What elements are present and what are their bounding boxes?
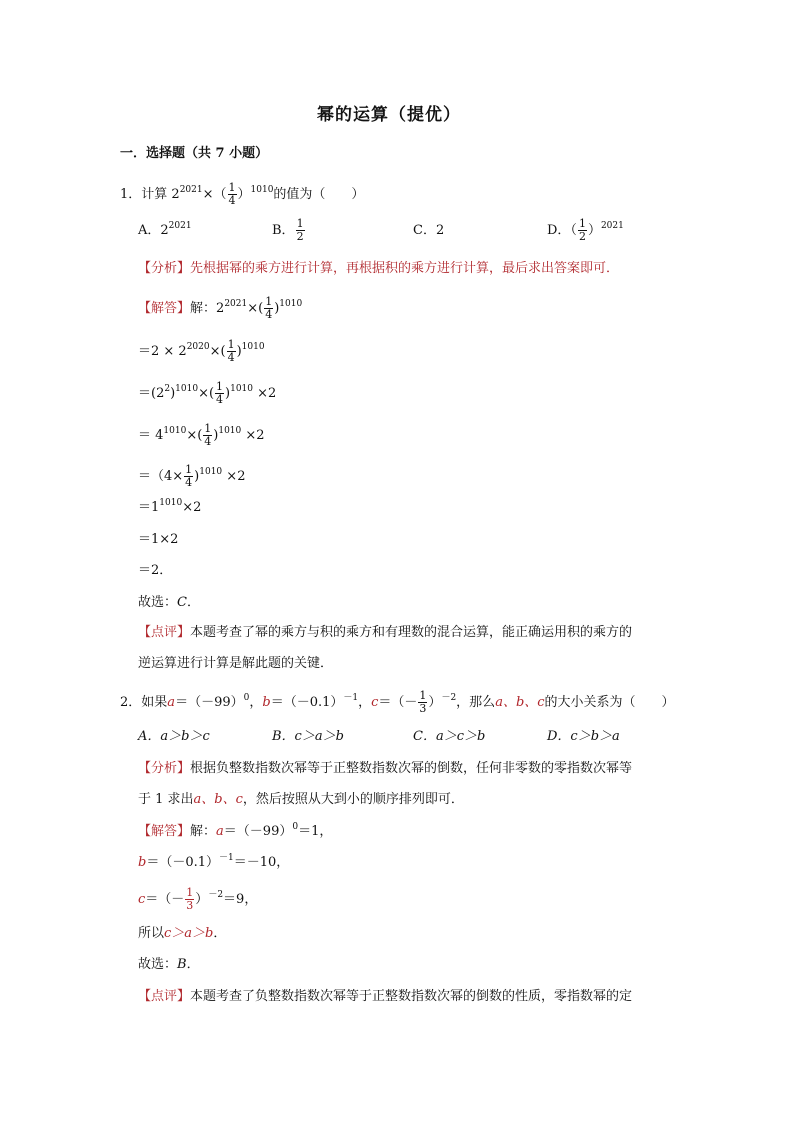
fraction [184,464,193,489]
exponent: 1010 [279,299,303,309]
fraction [296,218,305,243]
step-text: ×( [186,428,203,443]
step-text: ＝2 × 2 [138,344,187,359]
analysis-text: 先根据幂的乘方进行计算，再根据积的乘方进行计算，最后求出答案即可． [190,261,620,276]
numerator: 1 [419,689,427,702]
analysis-text: ，然后按照从大到小的顺序排列即可． [242,792,464,807]
option-c: C．2 [413,223,445,238]
step-text: ＝ 4 [138,428,164,443]
answer-step-2: $=2 \times 2^{2020}\times$( $\frac{1}{4}$ )$^{1010}$ [138,338,265,364]
stem-text: 的值为（ ） [273,187,365,202]
denominator: 4 [185,476,193,489]
comment-text: 本题考查了负整数指数次幂等于正整数指数次幂的倒数的性质，零指数幂的定 [190,989,633,1004]
denominator: 4 [227,351,235,364]
option-d: D．c＞b＞a [547,729,620,744]
answer-text: 所以 [138,926,165,941]
variable: b [262,695,271,710]
answer-step-4: ＝ $4^{1010}\times$( $\frac{1}{4}$ )$^{1010}$ ×2 [138,422,265,448]
option-d [547,218,624,243]
step-text: ＝（4× [138,469,184,484]
variable: c [371,695,379,710]
exponent: －2 [441,693,457,703]
answer-intro: 解： [190,824,217,839]
choose-label: ． [186,595,200,610]
variable: c [138,892,146,907]
numerator: 1 [578,217,586,230]
section-heading: 一．选择题（共 7 小题） [120,146,269,161]
denominator: 4 [216,393,224,406]
variable: b [138,855,147,870]
fraction [185,887,194,912]
stem-text: 的大小关系为（ ） [544,695,675,710]
step-text: ×2 [257,386,277,401]
exponent: －1 [343,693,359,703]
numerator: 1 [228,181,236,194]
analysis-line-2 [138,791,464,809]
fraction [228,182,237,207]
choose-label: 故选： [138,595,178,610]
step-text: ＝1 [138,500,160,515]
answer-step-6 [138,499,201,517]
choose-label: 故选： [138,957,178,972]
numerator: 1 [186,886,194,899]
exponent: 2 [164,384,171,394]
denominator: 3 [419,702,427,715]
fraction [215,381,224,406]
numerator: 1 [185,463,193,476]
answer-text: ＝1， [298,824,333,839]
step-text: 2 [216,301,225,316]
answer-step-7: ＝1×2 [138,532,179,547]
answer-text: ＝（－ [145,892,185,907]
variable: a [167,695,176,710]
answer-relation: c＞a＞b [164,926,214,941]
step-text: ×2 [182,500,202,515]
comment-tag: 【点评】 [138,989,191,1004]
exponent: 2021 [224,299,248,309]
question-1-stem [120,182,364,207]
comment-line-1 [138,624,632,642]
answer-tag: 【解答】 [138,824,191,839]
analysis-text: 于 1 求出 [138,792,194,807]
exponent: 1010 [199,467,223,477]
denominator: 2 [296,230,304,243]
numerator: 1 [265,295,273,308]
step-text: ×( [247,301,264,316]
answer-step-8: ＝2． [138,563,173,578]
step-text: ×( [209,344,226,359]
step-text: ×2 [226,469,246,484]
exponent: 1010 [241,342,265,352]
step-text: ) [170,386,176,401]
analysis-line-1 [138,760,632,778]
stem-text: 如果 [141,695,168,710]
stem-text: ） [237,187,251,202]
answer-line-4 [138,925,226,943]
answer-step-1: 【解答】解：$2^{2021}\times$( $\frac{1}{4}$ )$^{1010}$ [138,295,303,321]
option-label: B． [272,223,295,238]
answer-step-3: $=(2^2)^{1010}\times$( $\frac{1}{4}$ )$^{1010}$ ×2 [138,380,277,406]
answer-line-3 [138,887,257,912]
analysis-tag: 【分析】 [138,761,191,776]
analysis-line [138,260,619,278]
step-text: ×( [198,386,215,401]
stem-text: ） [428,695,442,710]
stem-text: ＝（－99） [175,695,244,710]
option-c: C．a＞c＞b [413,729,486,744]
stem-text: ＝（－ [378,695,418,710]
exponent: 1010 [218,426,242,436]
comment-text: 本题考查了幂的乘方与积的乘方和有理数的混合运算，能正确运用积的乘方的 [190,625,633,640]
stem-text: ， [249,695,263,710]
answer-text: ＝（－99） [223,824,293,839]
fraction [203,423,212,448]
answer-text: ＝9， [223,892,258,907]
variables: a、b、c [495,695,545,710]
option-a [138,222,192,240]
page-title: 幂的运算（提优） [317,105,461,125]
exponent: 1010 [163,426,187,436]
exponent: 1010 [159,498,183,508]
exponent: 1010 [230,384,254,394]
option-b [272,218,306,243]
chosen-answer [138,956,200,974]
stem-text: ＝（－0.1） [270,695,344,710]
option-b: B．c＞a＞b [272,729,344,744]
fraction [227,339,236,364]
variable: a [216,824,224,839]
numerator: 1 [227,338,235,351]
exponent: 1010 [175,384,199,394]
step-text: ×2 [245,428,265,443]
fraction [578,218,587,243]
choose-value: C [177,595,187,610]
step-text: ＝(2 [138,386,165,401]
exponent: 2021 [179,185,203,195]
answer-text: ） [195,892,209,907]
denominator: 4 [204,435,212,448]
analysis-tag: 【分析】 [138,261,191,276]
exponent: 1010 [250,185,274,195]
chosen-answer [138,594,200,612]
answer-text: ＝－10， [233,855,290,870]
exponent: 0 [243,693,250,703]
numerator: 1 [296,217,304,230]
answer-text: ． [213,926,227,941]
fraction [418,690,427,715]
answer-step-5: ＝（4× $\frac{1}{4}$ )$^{1010}$ ×2 [138,463,246,489]
exponent: 0 [292,822,299,832]
numerator: 1 [216,380,224,393]
answer-text: ＝（－0.1） [146,855,220,870]
stem-text: ，那么 [456,695,496,710]
comment-line-2: 逆运算进行计算是解此题的关键． [138,656,334,671]
variables: a、b、c [193,792,243,807]
question-number: 1． [120,187,142,202]
numerator: 1 [204,422,212,435]
denominator: 4 [265,308,273,321]
option-label: ） [587,223,601,238]
answer-tag: 【解答】 [138,301,191,316]
stem-text: ×（ [202,187,227,202]
denominator: 4 [228,194,236,207]
comment-tag: 【点评】 [138,625,191,640]
question-number: 2． [120,695,142,710]
analysis-text: 根据负整数指数次幂等于正整数指数次幂的倒数，任何非零数的零指数次幂等 [190,761,633,776]
exponent: －2 [208,890,224,900]
answer-line-1 [138,823,332,841]
answer-line-2 [138,854,289,872]
option-label: D．（ [547,223,577,238]
exponent: －1 [219,853,234,863]
fraction [264,296,273,321]
choose-value: B [177,957,187,972]
denominator: 2 [578,230,586,243]
choose-label: ． [186,957,200,972]
denominator: 3 [186,899,194,912]
stem-text: 计算 2 [141,187,180,202]
answer-intro: 解： [190,301,217,316]
exponent: 2020 [186,342,210,352]
question-2-stem [120,690,675,715]
exponent: 2021 [600,221,624,231]
option-a: A．a＞b＞c [138,729,210,744]
option-label: A．2 [138,223,169,238]
exponent: 2021 [168,221,192,231]
stem-text: ， [358,695,372,710]
comment-line [138,988,632,1006]
